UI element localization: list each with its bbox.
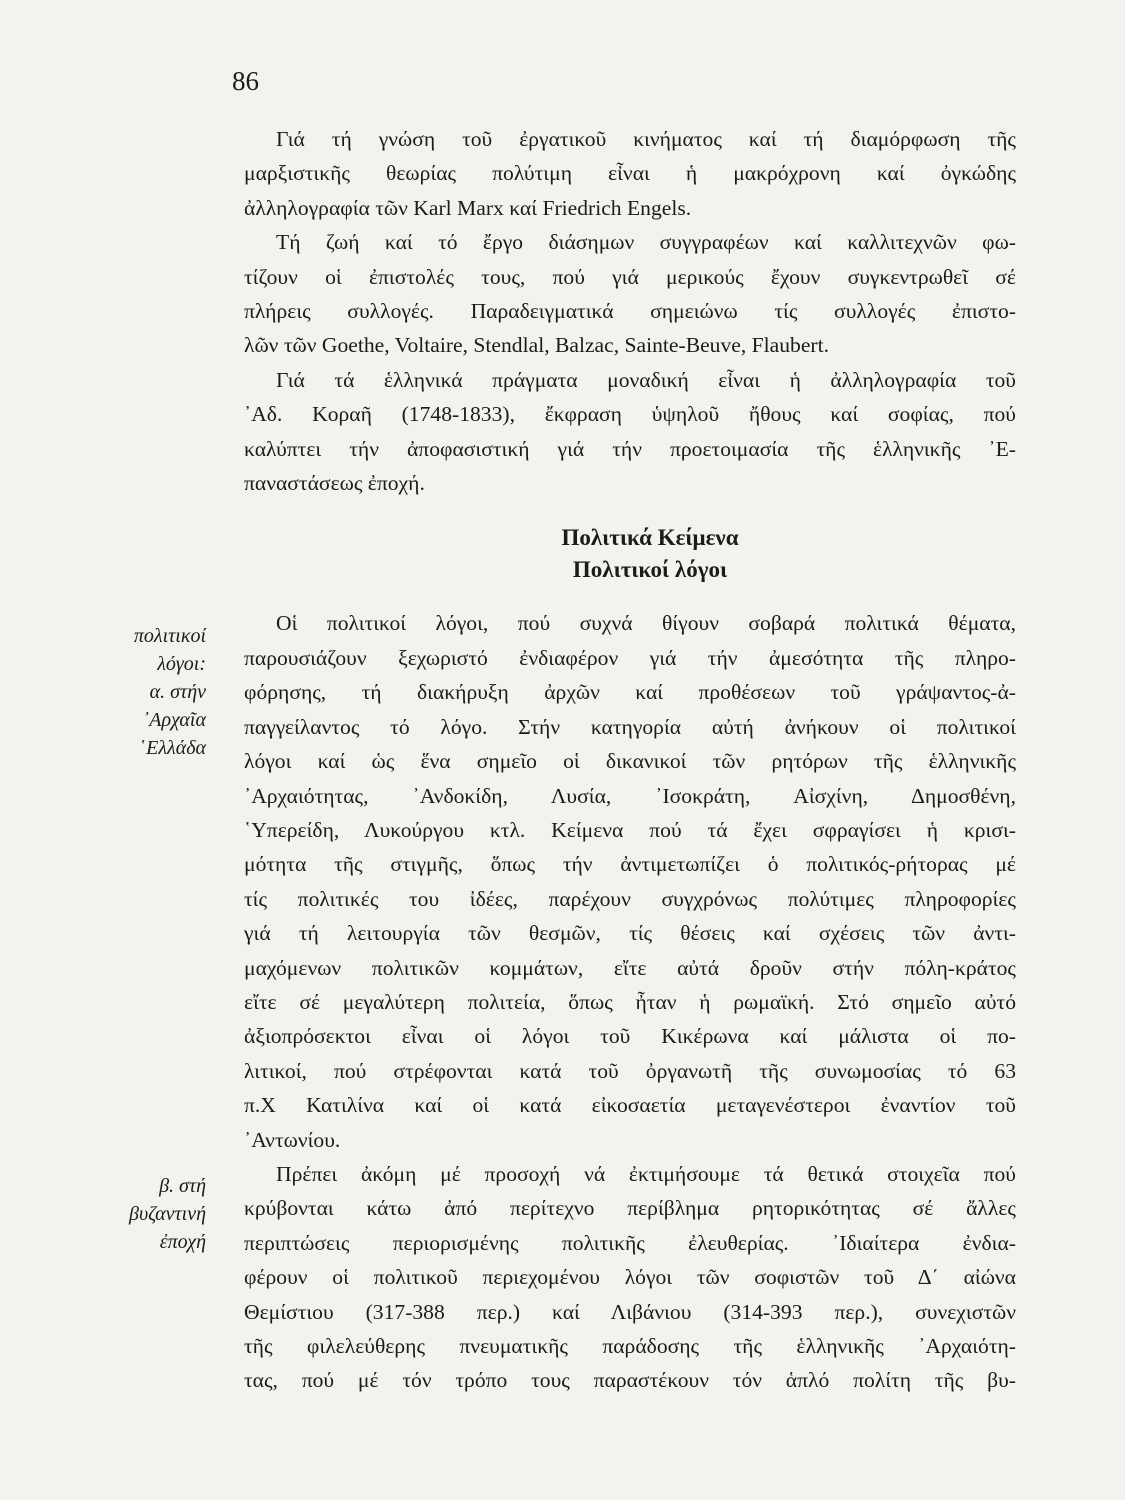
text-line: Θεμίστιου (317-388 περ.) καί Λιβάνιου (314-393 περ.), συνεχιστῶν <box>244 1299 1016 1324</box>
paragraph-political-speeches <box>244 606 1016 1157</box>
text-line: καλύπτει τήν ἀποφασιστική γιά τήν προετοιμασία τῆς ἑλληνικῆς ᾿Ε- <box>244 436 1016 461</box>
text-line: π.Χ Κατιλίνα καί οἱ κατά εἰκοσαετία μεταγενέστεροι ἐναντίον τοῦ <box>244 1093 1016 1118</box>
text-line: ἀλληλογραφία τῶν Karl Marx καί Friedrich Engels. <box>244 195 692 220</box>
text-line: ᾿Αντωνίου. <box>244 1127 341 1152</box>
margin-note-ancient-greece <box>134 622 206 762</box>
text-line: Τή ζωή καί τό ἔργο διάσημων συγγραφέων καί καλλιτεχνῶν φω- <box>276 230 1016 255</box>
text-line: Γιά τά ἑλληνικά πράγματα μοναδική εἶναι ἡ ἀλληλογραφία τοῦ <box>276 367 1016 392</box>
margin-note-line: ᾿Αρχαῖα <box>142 709 206 731</box>
text-line: παναστάσεως ἐποχή. <box>244 471 425 496</box>
margin-note-line: πολιτικοί <box>133 625 206 647</box>
text-line: ῾Υπερείδη, Λυκούργου κτλ. Κείμενα πού τά ἔχει σφραγίσει ἡ κρισι- <box>244 817 1016 842</box>
text-line: ᾿Αρχαιότητας, ᾿Ανδοκίδη, Λυσία, ᾿Ισοκράτη, Αἰσχίνη, Δημοσθένη, <box>244 783 1016 808</box>
margin-note-line: ῾Ελλάδα <box>139 737 206 759</box>
text-line: μαχόμενων πολιτικῶν κομμάτων, εἴτε αὐτά δροῦν στήν πόλη-κράτος <box>244 955 1016 980</box>
text-line: Οἱ πολιτικοί λόγοι, πού συχνά θίγουν σοβαρά πολιτικά θέματα, <box>276 611 1016 636</box>
text-line: περιπτώσεις περιορισμένης πολιτικῆς ἐλευθερίας. ᾿Ιδιαίτερα ἐνδια- <box>244 1230 1016 1255</box>
margin-note-line: λόγοι: <box>157 653 206 675</box>
margin-note-line: α. στήν <box>149 681 206 703</box>
text-line: μαρξιστικῆς θεωρίας πολύτιμη εἶναι ἡ μακρόχρονη καί ὀγκώδης <box>244 161 1016 186</box>
text-line: παρουσιάζουν ξεχωριστό ἐνδιαφέρον γιά τήν ἀμεσότητα τῆς πληρο- <box>244 645 1016 670</box>
text-line: κρύβονται κάτω ἀπό περίτεχνο περίβλημα ρητορικότητας σέ ἄλλες <box>244 1196 1016 1221</box>
margin-note-line: β. στή <box>159 1175 206 1197</box>
text-line: ᾿Αδ. Κοραῆ (1748-1833), ἔκφραση ὑψηλοῦ ἤθους καί σοφίας, πού <box>244 402 1016 427</box>
text-line: τας, πού μέ τόν τρόπο τους παραστέκουν τόν ἁπλό πολίτη τῆς βυ- <box>244 1368 1016 1393</box>
text-line: γιά τή λειτουργία τῶν θεσμῶν, τίς θέσεις καί σχέσεις τῶν ἀντι- <box>244 921 1016 946</box>
section-heading: Πολιτικά Κείμενα <box>561 525 739 551</box>
text-line: εἴτε σέ μεγαλύτερη πολιτεία, ὅπως ἦταν ἡ ρωμαϊκή. Στό σημεῖο αὐτό <box>244 989 1016 1014</box>
paragraph-marx-engels <box>244 122 1016 225</box>
margin-note-byzantine-era <box>129 1172 206 1256</box>
body-text <box>244 122 1016 1398</box>
text-line: λῶν τῶν Goethe, Voltaire, Stendlal, Balzac, Sainte-Beuve, Flaubert. <box>244 333 830 358</box>
paragraph-writers-letters <box>244 225 1016 363</box>
text-line: λιτικοί, πού στρέφονται κατά τοῦ ὀργανωτῆ τῆς συνωμοσίας τό 63 <box>244 1058 1016 1083</box>
text-line: ἀξιοπρόσεκτοι εἶναι οἱ λόγοι τοῦ Κικέρωνα καί μάλιστα οἱ πο- <box>244 1024 1016 1049</box>
text-line: μότητα τῆς στιγμῆς, ὅπως τήν ἀντιμετωπίζει ὁ πολιτικός-ρήτορας μέ <box>244 852 1016 877</box>
subsection-heading: Πολιτικοί λόγοι <box>572 557 728 583</box>
paragraph-korais <box>244 363 1016 501</box>
text-line: τῆς φιλελεύθερης πνευματικῆς παράδοσης τῆς ἑλληνικῆς ᾿Αρχαιότη- <box>244 1334 1016 1358</box>
text-line: φόρησης, τή διακήρυξη ἀρχῶν καί προθέσεων τοῦ γράψαντος-ἀ- <box>244 680 1016 705</box>
page-number: 86 <box>232 66 259 96</box>
text-line: Πρέπει ἀκόμη μέ προσοχή νά ἐκτιμήσουμε τά θετικά στοιχεῖα πού <box>276 1161 1016 1186</box>
text-line: φέρουν οἱ πολιτικοῦ περιεχομένου λόγοι τῶν σοφιστῶν τοῦ Δ΄ αἰώνα <box>244 1265 1016 1290</box>
margin-note-line: ἐποχή <box>159 1231 206 1253</box>
text-line: τίζουν οἱ ἐπιστολές τους, πού γιά μερικούς ἔχουν συγκεντρωθεῖ σέ <box>244 264 1016 289</box>
text-line: Γιά τή γνώση τοῦ ἐργατικοῦ κινήματος καί τή διαμόρφωση τῆς <box>276 127 1016 151</box>
text-line: πλήρεις συλλογές. Παραδειγματικά σημειώνω τίς συλλογές ἐπιστο- <box>244 299 1016 324</box>
text-line: τίς πολιτικές του ἰδέες, παρέχουν συγχρόνως πολύτιμες πληροφορίες <box>244 886 1016 911</box>
paragraph-sophists <box>244 1157 1016 1398</box>
margin-note-line: βυζαντινή <box>129 1203 206 1225</box>
text-line: παγγείλαντος τό λόγο. Στήν κατηγορία αὐτή ἀνήκουν οἱ πολιτικοί <box>244 714 1016 739</box>
text-line: λόγοι καί ὡς ἕνα σημεῖο οἱ δικανικοί τῶν ρητόρων τῆς ἑλληνικῆς <box>244 749 1016 774</box>
